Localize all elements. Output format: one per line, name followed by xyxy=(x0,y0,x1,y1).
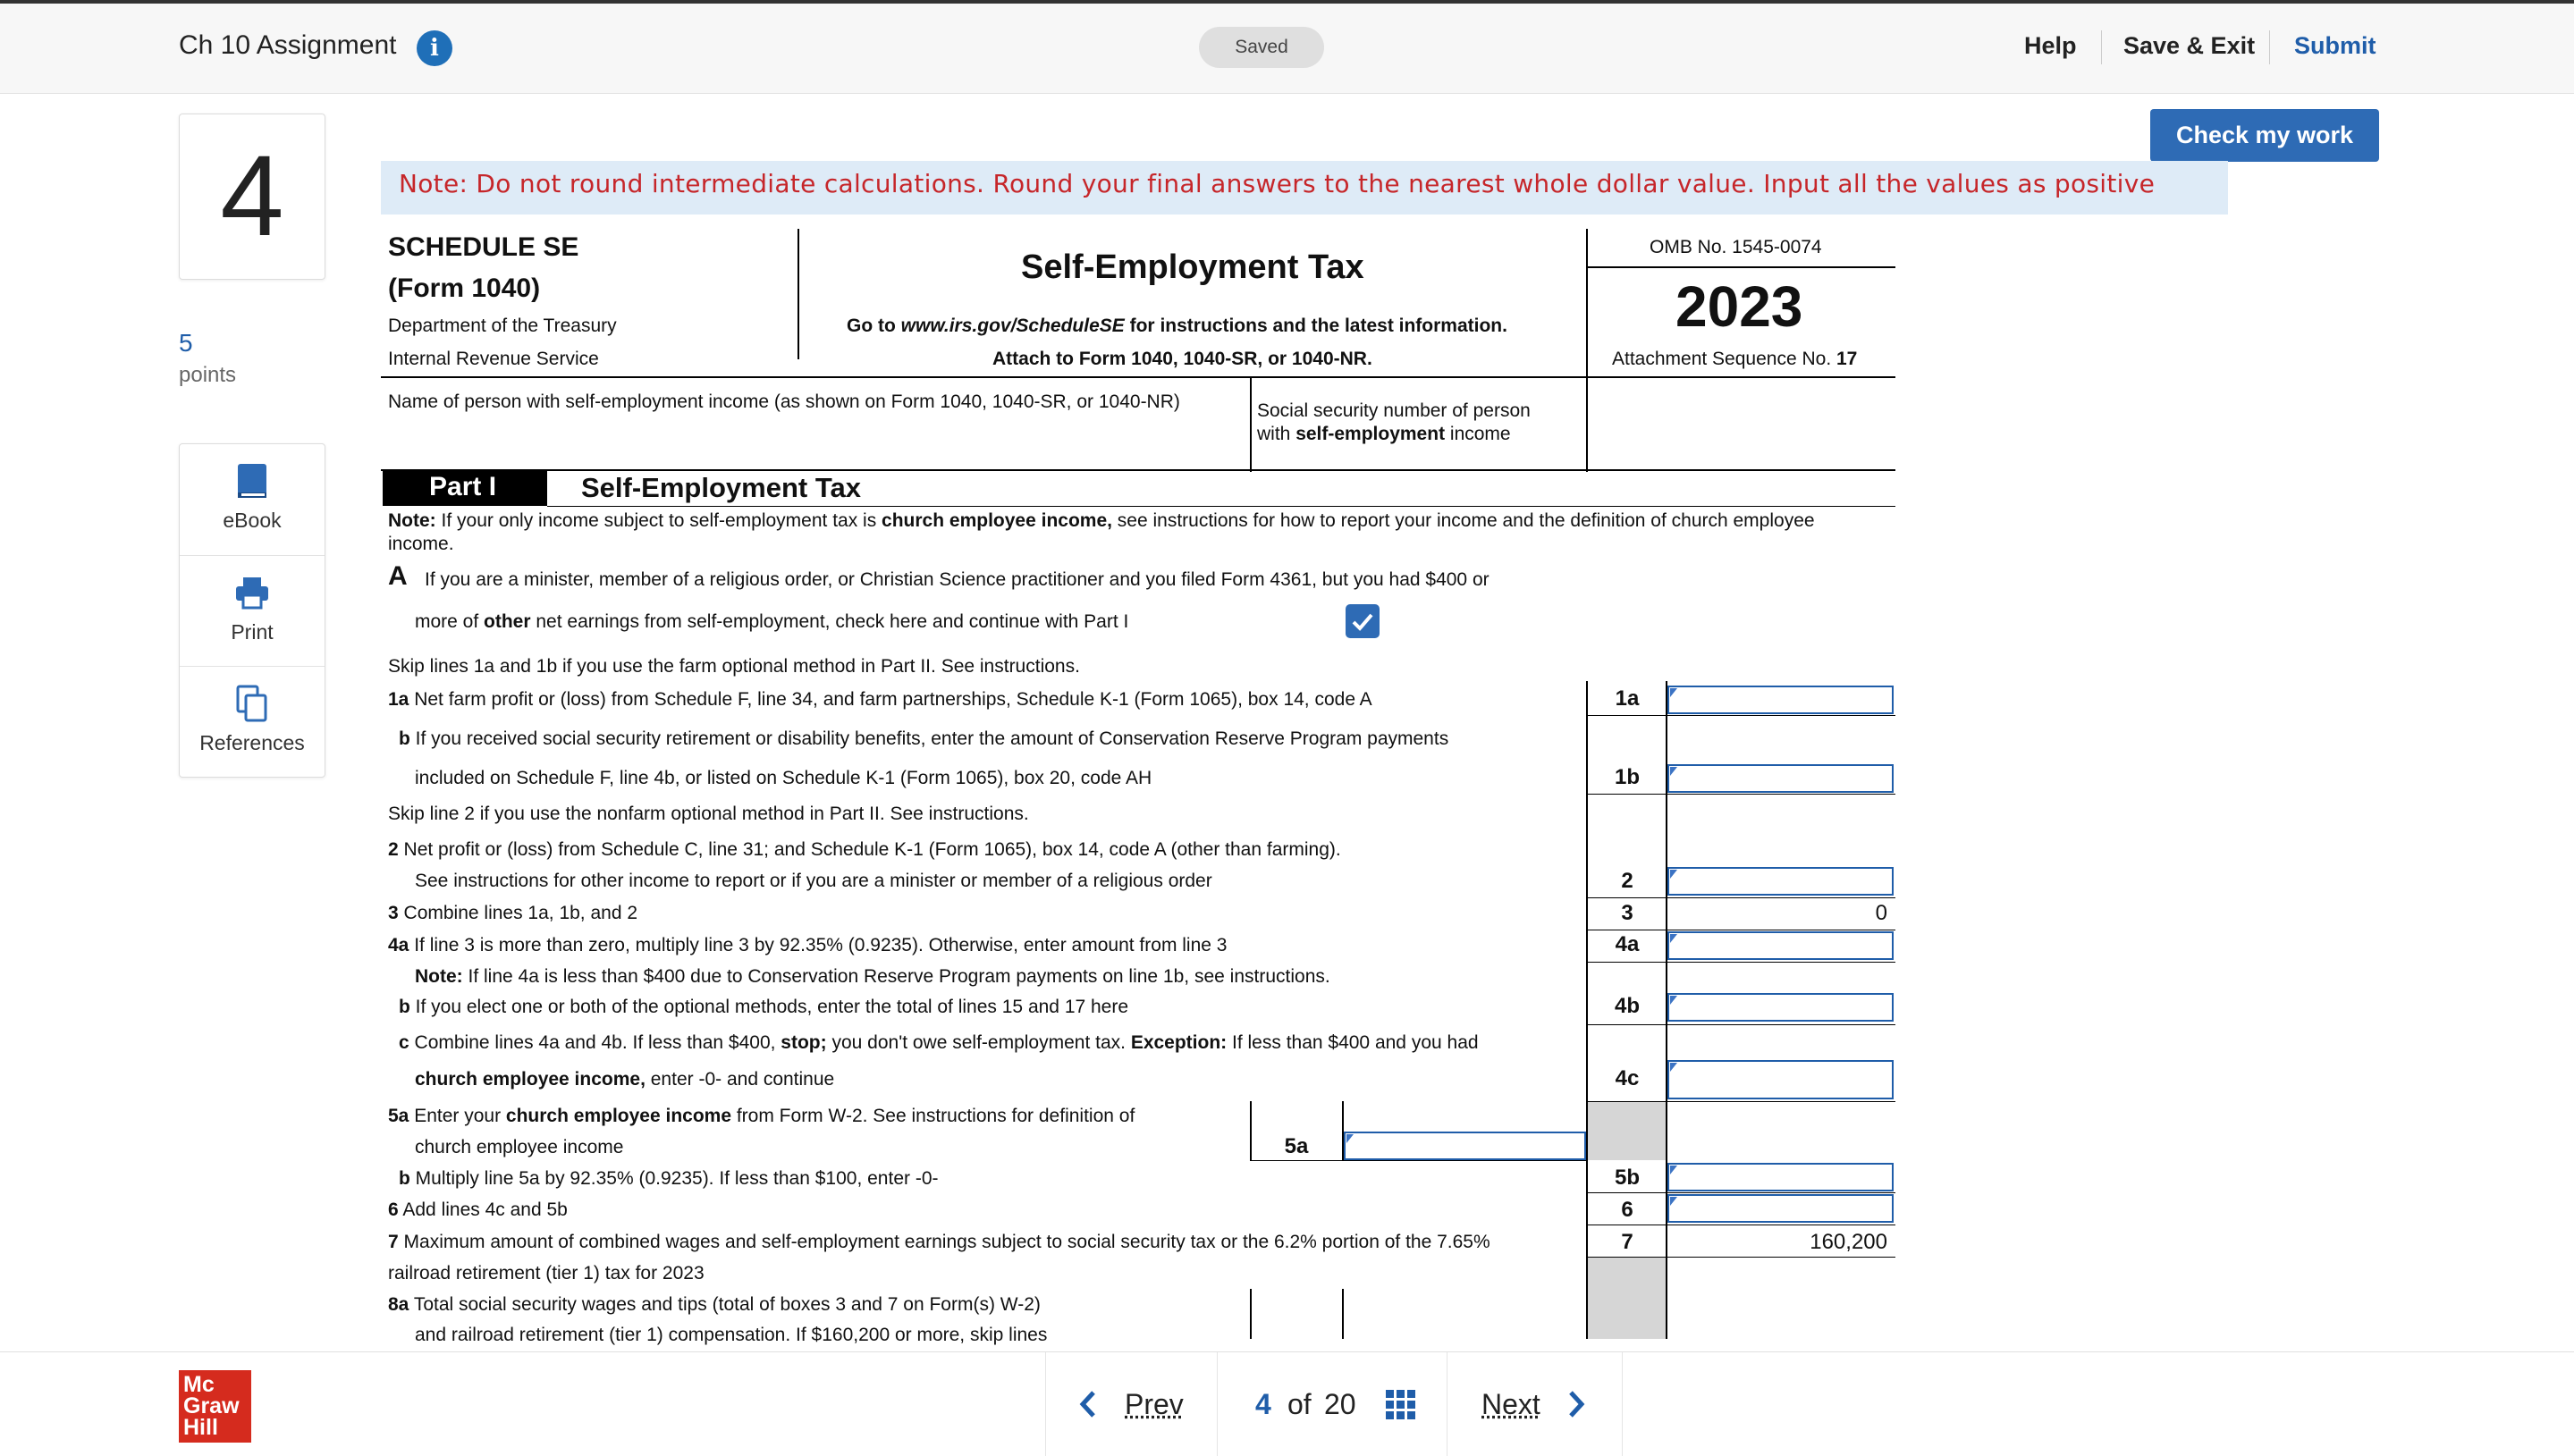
line-4c-text-1 xyxy=(399,1032,1479,1054)
logo-text: Hill xyxy=(183,1415,218,1440)
department-label: Department of the Treasury xyxy=(388,316,617,336)
line-5b-number: b xyxy=(399,1168,410,1189)
row-rule xyxy=(1586,962,1895,963)
omb-underline xyxy=(1586,266,1895,268)
line-4b-text xyxy=(399,997,1128,1018)
line-4a-note-bold: Note: xyxy=(415,966,463,987)
line-4c-bold: church employee income, xyxy=(415,1069,646,1090)
line-7-label: 7 xyxy=(1621,1230,1633,1254)
line-1b-text-2: included on Schedule F, line 4b, or listed on Schedule K-1 (Form 1065), box 20, code AH xyxy=(415,768,1152,788)
line-7-value: 160,200 xyxy=(1810,1230,1887,1254)
ssn-label-line-1: Social security number of person xyxy=(1257,400,1531,421)
line-2-text-1 xyxy=(388,839,1341,861)
name-row-bottom-rule xyxy=(381,469,1895,471)
row-rule xyxy=(1586,794,1895,795)
row-rule xyxy=(1586,715,1895,716)
line-a-text-post: net earnings from self-employment, check here and continue with Part I xyxy=(530,611,1129,632)
header-bar xyxy=(0,4,2574,94)
line-5b-label: 5b xyxy=(1614,1166,1640,1190)
line-5a-bold: church employee income xyxy=(505,1106,732,1126)
goto-prefix: Go to xyxy=(847,316,901,336)
grid-icon[interactable] xyxy=(1386,1390,1416,1420)
line-1b-number: b xyxy=(399,728,410,749)
form-header-divider xyxy=(798,229,799,359)
line-4c-number: c xyxy=(399,1032,409,1053)
line-4a-note-text: If line 4a is less than $400 due to Conservation Reserve Program payments on line 1b, see instructions. xyxy=(462,966,1330,987)
line-4a-note xyxy=(415,966,1330,988)
line-2-text-2: See instructions for other income to report or if you are a minister or member of a religious order xyxy=(415,871,1212,891)
note-text: If your only income subject to self-employment tax is xyxy=(435,510,882,531)
row-rule xyxy=(1250,1160,1586,1161)
ebook-button[interactable] xyxy=(180,444,325,555)
omb-number: OMB No. 1545-0074 xyxy=(1650,237,1822,257)
line-4c-label: 4c xyxy=(1615,1066,1640,1090)
assignment-title: Ch 10 Assignment xyxy=(179,30,397,60)
line-4a-label: 4a xyxy=(1615,932,1640,956)
line-2-input[interactable] xyxy=(1667,867,1894,896)
line-3-value: 0 xyxy=(1875,901,1887,925)
tax-year: 2023 xyxy=(1675,274,1803,339)
goto-instructions xyxy=(847,316,1507,337)
ssn-label-line-2 xyxy=(1257,424,1511,445)
row-rule xyxy=(1586,1024,1895,1025)
line-4c-input[interactable] xyxy=(1667,1060,1894,1099)
line-7-text-2: railroad retirement (tier 1) tax for 2023 xyxy=(388,1263,705,1283)
shaded-cell xyxy=(1588,1257,1666,1339)
line-7-description: Maximum amount of combined wages and self-employment earnings subject to social security tax or the 6.2% portion of the 7.65% xyxy=(398,1232,1490,1252)
shaded-cell xyxy=(1588,1101,1666,1160)
form-header-bottom-rule xyxy=(381,376,1895,378)
note-bold: Note: xyxy=(388,510,436,531)
goto-suffix: for instructions and the latest information. xyxy=(1124,316,1507,336)
references-button[interactable] xyxy=(180,666,325,778)
next-link[interactable]: Next xyxy=(1481,1388,1540,1420)
line-4c-continue: enter -0- and continue xyxy=(645,1069,835,1090)
line-a-letter: A xyxy=(388,561,408,591)
line-a-text-1: If you are a minister, member of a religious order, or Christian Science practitioner and you filed Form 4361, but you had $400 or xyxy=(425,569,1490,590)
ebook-label: eBook xyxy=(223,509,282,532)
line-1a-input[interactable] xyxy=(1667,686,1894,714)
part-title: Self-Employment Tax xyxy=(581,472,861,503)
schedule-label: SCHEDULE SE xyxy=(388,232,579,262)
line-a-text-bold: other xyxy=(484,611,531,632)
tools-panel xyxy=(179,443,325,778)
line-6-description: Add lines 4c and 5b xyxy=(398,1199,568,1220)
total-questions: 20 xyxy=(1324,1388,1356,1420)
irs-url: www.irs.gov/ScheduleSE xyxy=(900,316,1125,336)
part-title-underline xyxy=(547,506,1895,507)
line-5a-description: Enter your xyxy=(409,1106,506,1126)
part-note-line-2: income. xyxy=(388,534,454,554)
line-5b-description: Multiply line 5a by 92.35% (0.9235). If less than $100, enter -0- xyxy=(409,1168,939,1189)
attachment-seq-number: 17 xyxy=(1836,349,1858,369)
line-1b-description: If you received social security retirement or disability benefits, enter the amount of Conservation Reserve Program payments xyxy=(409,728,1449,749)
line-5a-input[interactable] xyxy=(1344,1132,1586,1160)
line-6-number: 6 xyxy=(388,1199,399,1220)
line-7-number: 7 xyxy=(388,1232,399,1252)
book-icon xyxy=(234,462,270,501)
line-a-text-2 xyxy=(415,611,1128,633)
line-4a-text xyxy=(388,935,1227,956)
part-note-line-1 xyxy=(388,510,1815,532)
points-value: 5 xyxy=(179,329,193,357)
part-label: Part I xyxy=(429,472,497,501)
name-label: Name of person with self-employment income (as shown on Form 1040, 1040-SR, or 1040-NR) xyxy=(388,391,1180,412)
line-8a-text-2: and railroad retirement (tier 1) compensation. If $160,200 or more, skip lines xyxy=(415,1325,1048,1345)
line-6-label: 6 xyxy=(1621,1198,1633,1222)
print-button[interactable] xyxy=(180,555,325,667)
ssn-label-bold: self-employment xyxy=(1295,424,1446,444)
prev-link[interactable]: Prev xyxy=(1125,1388,1184,1420)
line-5a-divider xyxy=(1250,1101,1252,1160)
line-4c-description: you don't owe self-employment tax. xyxy=(826,1032,1131,1053)
line-5a-description: from Form W-2. See instructions for definition of xyxy=(731,1106,1135,1126)
line-1b-input[interactable] xyxy=(1667,764,1894,793)
copy-documents-icon xyxy=(234,685,270,724)
printer-icon xyxy=(234,574,270,613)
line-4b-number: b xyxy=(399,997,410,1017)
line-8a-number: 8a xyxy=(388,1294,409,1315)
submit-link[interactable]: Submit xyxy=(2294,32,2376,59)
line-5b-text xyxy=(399,1168,939,1190)
instruction-note: Note: Do not round intermediate calculations. Round your final answers to the nearest whole dollar value. Input all the values as positive xyxy=(381,161,2228,215)
line-2-label: 2 xyxy=(1621,869,1633,893)
ssn-label-prefix: with xyxy=(1257,424,1296,444)
check-my-work-button[interactable]: Check my work xyxy=(2150,109,2379,162)
line-3-text xyxy=(388,903,637,924)
attach-instructions: Attach to Form 1040, 1040-SR, or 1040-NR. xyxy=(992,349,1372,369)
line-4a-description: If line 3 is more than zero, multiply line 3 by 92.35% (0.9235). Otherwise, enter amount from line 3 xyxy=(409,935,1228,955)
line-1a-label: 1a xyxy=(1615,686,1640,711)
line-5a-label: 5a xyxy=(1284,1134,1309,1158)
note-bold-text: church employee income, xyxy=(882,510,1112,531)
question-pager xyxy=(1045,1352,1623,1456)
attachment-sequence xyxy=(1612,349,1857,370)
line-2-description: Net profit or (loss) from Schedule C, line 31; and Schedule K-1 (Form 1065), box 14, code A (other than farming). xyxy=(398,839,1341,860)
irs-label: Internal Revenue Service xyxy=(388,349,599,369)
line-8a-description: Total social security wages and tips (total of boxes 3 and 7 on Form(s) W-2) xyxy=(409,1294,1041,1315)
attachment-seq-prefix: Attachment Sequence No. xyxy=(1612,349,1836,369)
logo-text: Graw xyxy=(183,1393,240,1418)
line-6-text xyxy=(388,1199,568,1221)
row-rule xyxy=(1586,1257,1895,1258)
line-8a-text-1 xyxy=(388,1294,1041,1316)
of-label: of xyxy=(1287,1388,1312,1420)
line-1a-text xyxy=(388,689,1372,711)
chevron-right-icon[interactable] xyxy=(1566,1390,1586,1418)
line-4a-input[interactable] xyxy=(1667,931,1894,960)
references-label: References xyxy=(199,731,305,754)
line-4a-number: 4a xyxy=(388,935,409,955)
line-5b-input[interactable] xyxy=(1667,1163,1894,1191)
row-rule xyxy=(1586,897,1895,898)
points-label: points xyxy=(179,363,237,387)
line-8a-divider xyxy=(1250,1289,1252,1339)
line-6-input[interactable] xyxy=(1667,1194,1894,1223)
line-8a-divider xyxy=(1342,1289,1344,1339)
chevron-left-icon[interactable] xyxy=(1078,1390,1098,1418)
skip-note-2: Skip line 2 if you use the nonfarm optional method in Part II. See instructions. xyxy=(388,804,1029,824)
checkmark-icon xyxy=(1346,604,1380,638)
row-rule xyxy=(1586,1101,1895,1102)
line-1a-number: 1a xyxy=(388,689,409,710)
minister-checkbox[interactable] xyxy=(1346,604,1380,638)
question-number: 4 xyxy=(179,114,325,280)
line-5a-text-1 xyxy=(388,1106,1135,1127)
saved-status-badge: Saved xyxy=(1199,27,1324,68)
header-divider xyxy=(2101,30,2102,64)
mcgraw-hill-logo xyxy=(179,1370,251,1443)
logo-text: Mc xyxy=(183,1372,215,1397)
line-7-text-1 xyxy=(388,1232,1490,1253)
line-3-number: 3 xyxy=(388,903,399,923)
row-rule xyxy=(1586,1192,1895,1193)
line-5a-number: 5a xyxy=(388,1106,409,1126)
header-divider xyxy=(2269,30,2270,64)
line-3-label: 3 xyxy=(1621,901,1633,925)
line-1a-description: Net farm profit or (loss) from Schedule F, line 34, and farm partnerships, Schedule K-1 (Form 1065), box 14, code A xyxy=(409,689,1372,710)
line-2-number: 2 xyxy=(388,839,399,860)
line-4c-stop: stop; xyxy=(781,1032,827,1053)
pager-divider xyxy=(1217,1352,1218,1456)
line-1b-text-1 xyxy=(399,728,1448,750)
footer-bar xyxy=(0,1351,2574,1456)
line-4b-label: 4b xyxy=(1614,994,1640,1018)
name-ssn-divider xyxy=(1250,376,1252,472)
line-a-text-pre: more of xyxy=(415,611,485,632)
help-link[interactable]: Help xyxy=(2024,32,2077,59)
info-icon[interactable]: i xyxy=(417,30,452,66)
line-4b-input[interactable] xyxy=(1667,993,1894,1022)
form-reference: (Form 1040) xyxy=(388,274,541,303)
line-5a-text-2: church employee income xyxy=(415,1137,624,1157)
line-4c-description: If less than $400 and you had xyxy=(1227,1032,1479,1053)
print-label: Print xyxy=(231,620,274,644)
save-exit-link[interactable]: Save & Exit xyxy=(2123,32,2256,59)
line-4b-description: If you elect one or both of the optional methods, enter the total of lines 15 and 17 here xyxy=(409,997,1129,1017)
line-3-description: Combine lines 1a, 1b, and 2 xyxy=(398,903,638,923)
line-4c-description: Combine lines 4a and 4b. If less than $400, xyxy=(409,1032,781,1053)
note-text: see instructions for how to report your income and the definition of church employee xyxy=(1111,510,1815,531)
current-question-number: 4 xyxy=(1255,1388,1271,1420)
line-4c-exception: Exception: xyxy=(1130,1032,1228,1053)
form-header-divider xyxy=(1586,229,1588,472)
line-4c-text-2 xyxy=(415,1069,834,1090)
skip-note-1: Skip lines 1a and 1b if you use the farm optional method in Part II. See instructions. xyxy=(388,656,1080,677)
form-title: Self-Employment Tax xyxy=(1021,248,1364,286)
ssn-label-suffix: income xyxy=(1445,424,1511,444)
line-1b-label: 1b xyxy=(1614,765,1640,789)
